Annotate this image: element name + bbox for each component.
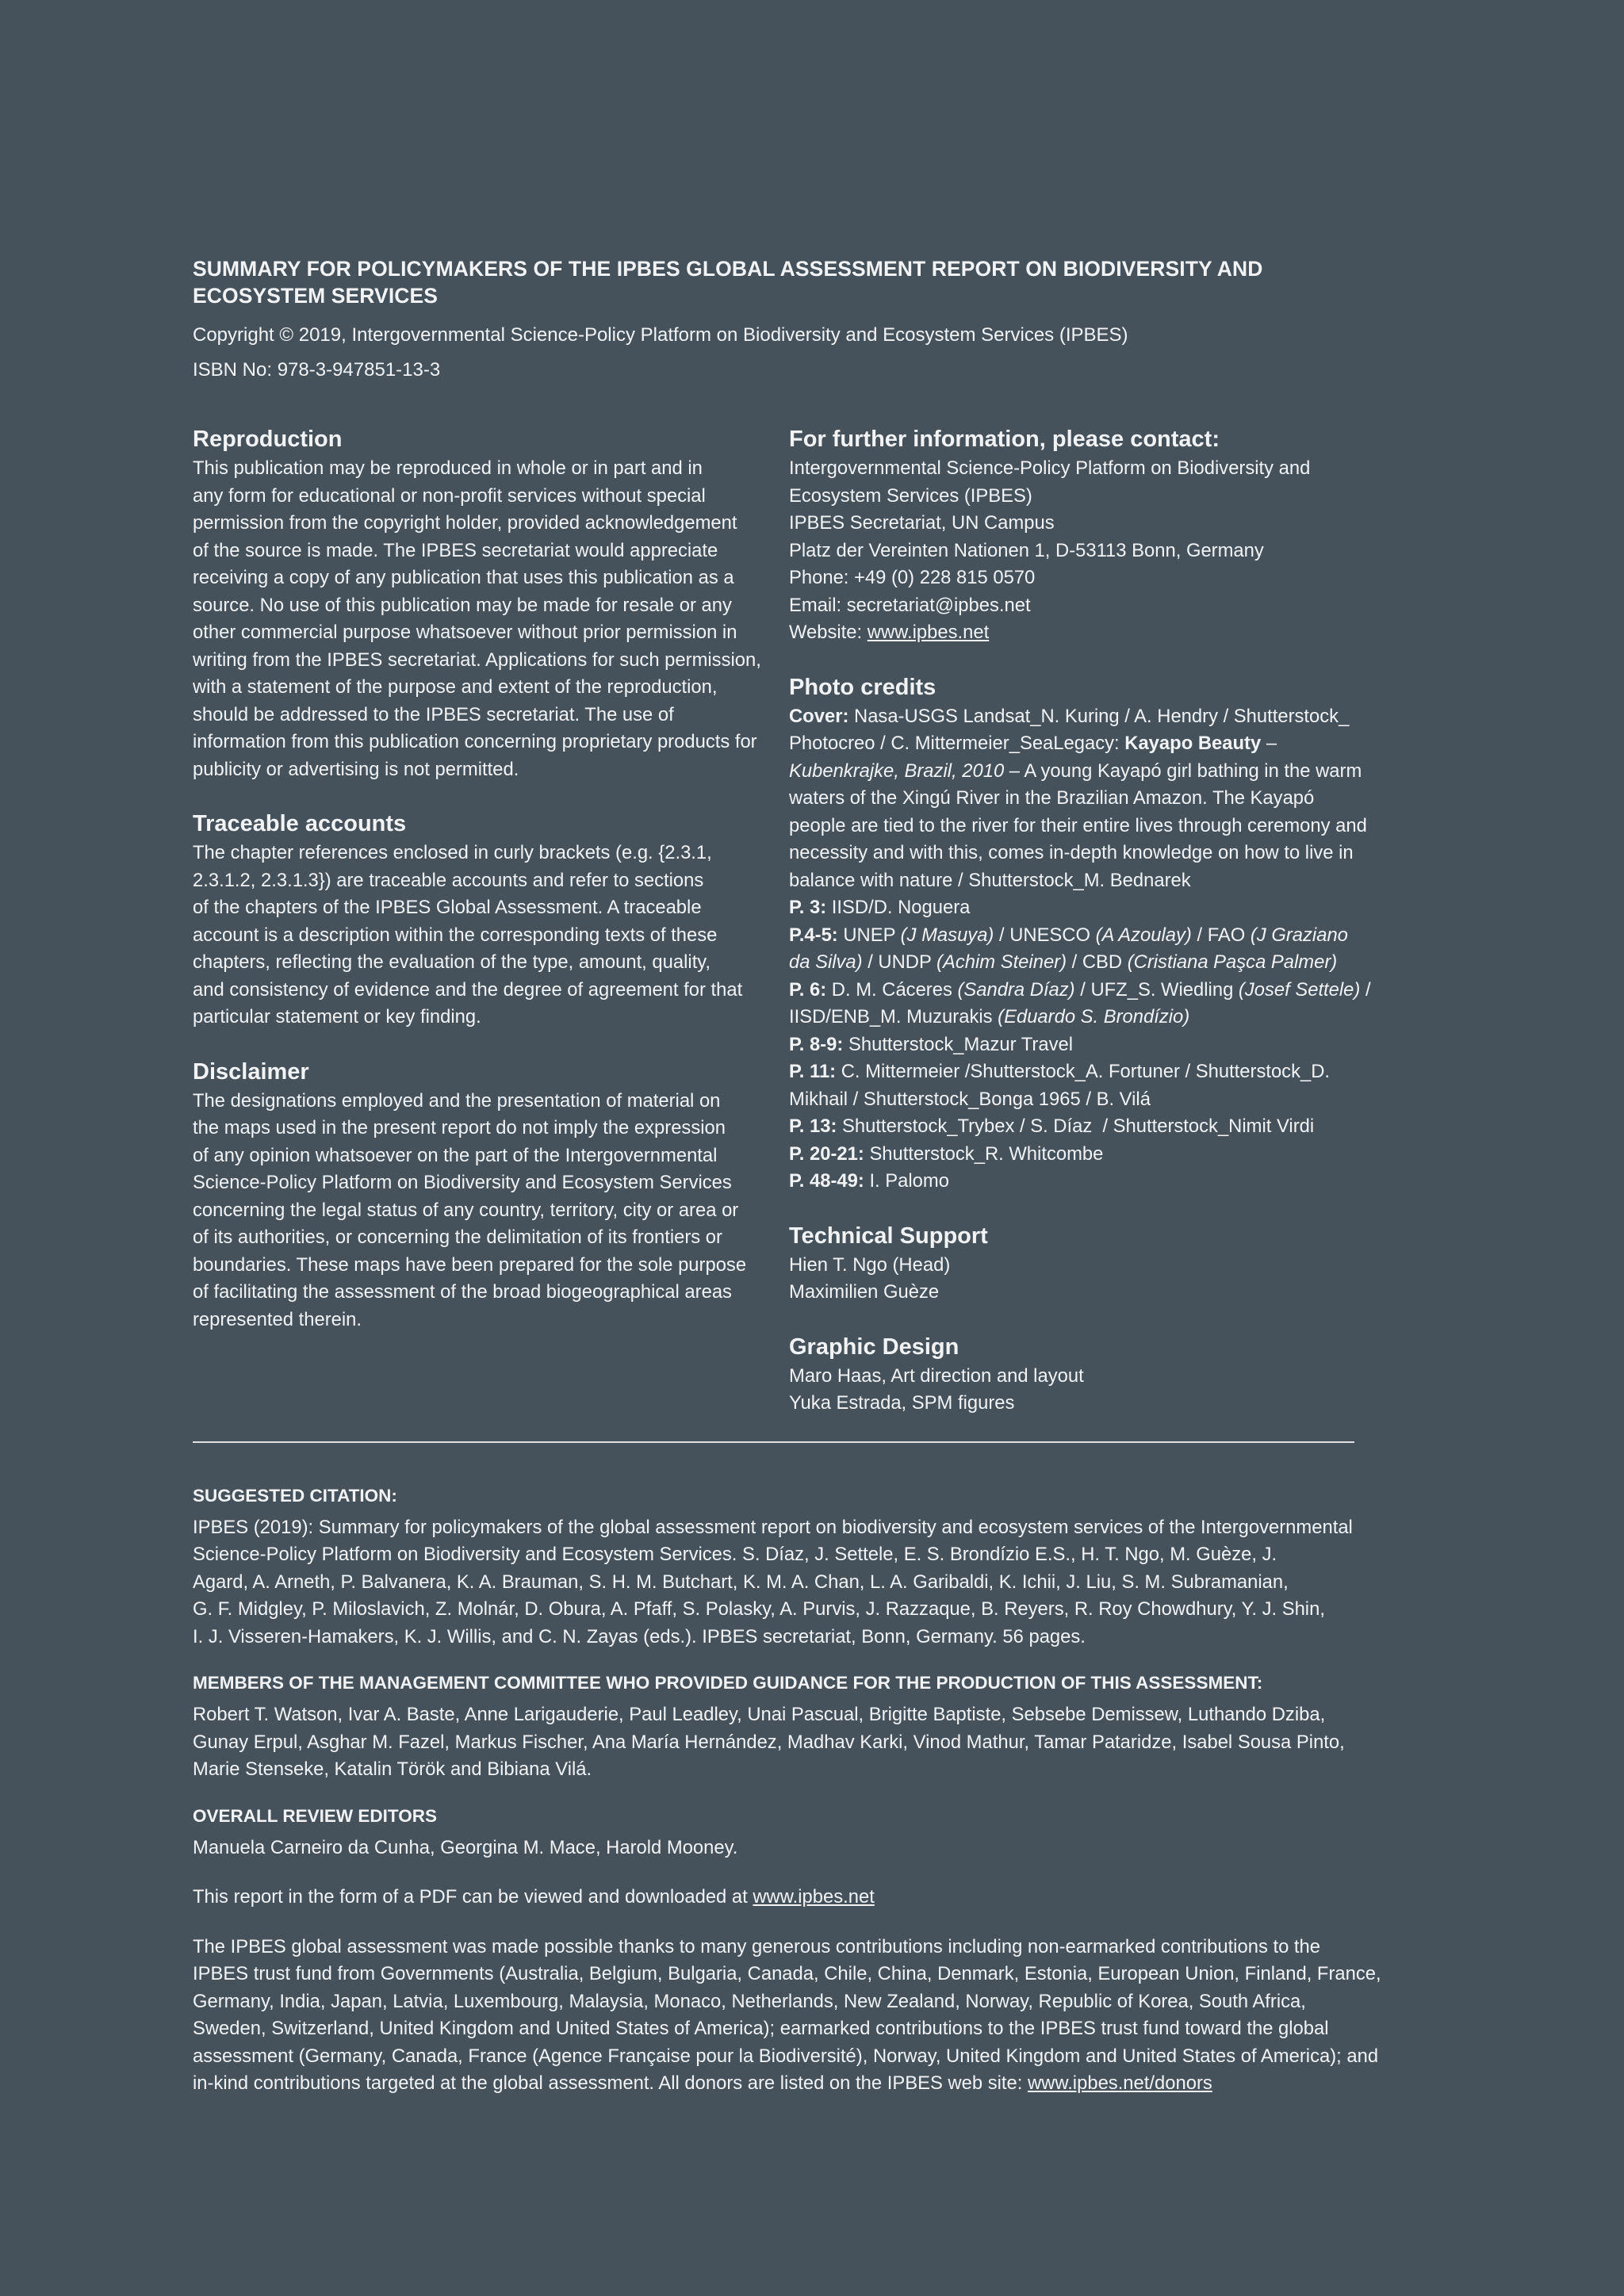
text-line: receiving a copy of any publication that uses this publication as a	[193, 567, 734, 588]
contact-section	[789, 425, 1354, 647]
designer-name: Maro Haas, Art direction and layout	[789, 1364, 1084, 1387]
pdf-note-text	[193, 1884, 1354, 1911]
review-editors-text	[193, 1835, 1354, 1862]
credit-text: IISD/ENB_M. Muzurakis	[789, 1006, 998, 1027]
text-line: concerning the legal status of any country, territory, city or area or	[193, 1199, 739, 1221]
credit-text: IISD/D. Noguera	[826, 897, 971, 918]
contact-org: Ecosystem Services (IPBES)	[789, 484, 1032, 507]
credit-text: – A young Kayapó girl bathing in the warm	[1004, 760, 1362, 782]
text-line: assessment (Germany, Canada, France (Agence Française pour la Biodiversité), Norway, United Kingdom and United States of America); and	[193, 2045, 1379, 2067]
funding-text	[193, 1934, 1381, 2098]
text-line: information from this publication concerning proprietary products for	[193, 731, 757, 752]
management-committee-names	[193, 1701, 1354, 1784]
credit-p4-5-cont	[789, 949, 1354, 977]
graphic-design-section	[789, 1333, 1354, 1418]
credit-p13	[789, 1113, 1354, 1141]
text-line: of the chapters of the IPBES Global Assessment. A traceable	[193, 897, 702, 918]
credit-person: (A Azoulay)	[1095, 924, 1192, 946]
credit-person: (J Graziano	[1250, 924, 1348, 946]
credit-cover	[789, 703, 1354, 731]
text-line: of facilitating the assessment of the broad biogeographical areas	[193, 1281, 732, 1303]
management-committee-heading: MEMBERS OF THE MANAGEMENT COMMITTEE WHO PROVIDED GUIDANCE FOR THE PRODUCTION OF THIS ASSESSMENT:	[193, 1673, 1263, 1693]
text-line: Agard, A. Arneth, P. Balvanera, K. A. Brauman, S. H. M. Butchart, K. M. A. Chan, L. A. Garibaldi, K. Ichii, J. Liu, S. M. Subramanian,	[193, 1571, 1289, 1593]
credit-text: Shutterstock_Trybex / S. Díaz / Shutterstock_Nimit Virdi	[837, 1115, 1315, 1137]
technical-support-heading: Technical Support	[789, 1223, 988, 1249]
text-line: The chapter references enclosed in curly brackets (e.g. {2.3.1,	[193, 842, 712, 863]
disclaimer-section	[193, 1058, 760, 1334]
credit-text: / UFZ_S. Wiedling	[1074, 978, 1239, 1001]
reproduction-text	[193, 455, 760, 783]
credit-text: people are tied to the river for their entire lives through ceremony and	[789, 814, 1367, 836]
text-line: Robert T. Watson, Ivar A. Baste, Anne Larigauderie, Paul Leadley, Unai Pascual, Brigitte Baptiste, Sebsebe Demissew, Luthando Dziba,	[193, 1704, 1326, 1725]
text-line: G. F. Midgley, P. Miloslavich, Z. Molnár, D. Obura, A. Pfaff, S. Polasky, A. Purvis, J. Razzaque, B. Reyers, R. Roy Chowdhury, Y. J. Shin,	[193, 1598, 1325, 1620]
credit-text: Mikhail / Shutterstock_Bonga 1965 / B. Vilá	[789, 1088, 1151, 1110]
text-line: account is a description within the corresponding texts of these	[193, 924, 718, 946]
staff-name: Maximilien Guèze	[789, 1281, 940, 1303]
text-line: This publication may be reproduced in whole or in part and in	[193, 457, 703, 479]
text-line: Sweden, Switzerland, United Kingdom and United States of America); earmarked contributions to the IPBES trust fund toward the global	[193, 2018, 1329, 2039]
credit-label: P. 13:	[789, 1115, 837, 1137]
credit-text: UNEP	[837, 924, 901, 946]
credit-text: waters of the Xingú River in the Brazilian Amazon. The Kayapó	[789, 787, 1315, 809]
disclaimer-text	[193, 1088, 760, 1334]
text-line: any form for educational or non-profit services without special	[193, 484, 706, 507]
funding-acknowledgement	[193, 1934, 1381, 2098]
text-line: source. No use of this publication may be made for resale or any	[193, 594, 732, 616]
traceable-accounts-heading: Traceable accounts	[193, 811, 407, 836]
photo-credits-text	[789, 703, 1371, 1196]
website-link[interactable]: www.ipbes.net	[867, 622, 990, 643]
contact-address: Platz der Vereinten Nationen 1, D-53113 Bonn, Germany	[789, 539, 1264, 561]
credit-person: (Achim Steiner)	[936, 951, 1067, 973]
text-line: The designations employed and the presentation of material on	[193, 1089, 721, 1112]
text-line: 2.3.1.2, 2.3.1.3}) are traceable accounts and refer to sections	[193, 869, 704, 891]
credit-p8-9	[789, 1031, 1354, 1059]
credit-text: D. M. Cáceres	[826, 978, 958, 1001]
credit-label: P. 6:	[789, 978, 827, 1001]
two-column-section	[193, 425, 1371, 1418]
right-column	[789, 425, 1371, 1418]
reproduction-heading: Reproduction	[193, 427, 343, 452]
funding-last-text: in-kind contributions targeted at the global assessment. All donors are listed on the IPBES web site:	[193, 2072, 1028, 2094]
donors-link[interactable]: www.ipbes.net/donors	[1027, 2072, 1212, 2094]
traceable-accounts-text	[193, 840, 760, 1031]
graphic-design-list	[789, 1363, 1354, 1418]
text-line: Gunay Erpul, Asghar M. Fazel, Markus Fischer, Ana María Hernández, Madhav Karki, Vinod Mathur, Tamar Pataridze, Isabel Sousa Pinto,	[193, 1731, 1345, 1753]
credit-p6	[789, 977, 1371, 1004]
text-line: of its authorities, or concerning the delimitation of its frontiers or	[193, 1226, 722, 1248]
photo-credits-section	[789, 673, 1371, 1196]
report-title	[193, 255, 1354, 309]
credit-text: I. Palomo	[864, 1170, 949, 1192]
staff-name: Hien T. Ngo (Head)	[789, 1253, 951, 1276]
credit-label: P. 20-21:	[789, 1142, 864, 1165]
text-line: Science-Policy Platform on Biodiversity and Ecosystem Services	[193, 1172, 732, 1193]
text-line: boundaries. These maps have been prepared for the sole purpose	[193, 1253, 747, 1276]
text-line: should be addressed to the IPBES secretariat. The use of	[193, 703, 674, 725]
report-title-line: ECOSYSTEM SERVICES	[193, 284, 439, 308]
credit-person: (Eduardo S. Brondízio)	[998, 1006, 1190, 1027]
text-line: with a statement of the purpose and extent of the reproduction,	[193, 676, 718, 698]
credit-p3	[789, 894, 1354, 922]
text-line: Germany, India, Japan, Latvia, Luxembourg, Malaysia, Monaco, Netherlands, New Zealand, Norway, Republic of Korea, South Africa,	[193, 1990, 1306, 2012]
contact-secretariat: IPBES Secretariat, UN Campus	[789, 512, 1055, 534]
text-line: of the source is made. The IPBES secretariat would appreciate	[193, 539, 718, 561]
pdf-download-link[interactable]: www.ipbes.net	[753, 1886, 875, 1908]
credit-p48-49	[789, 1168, 1354, 1196]
traceable-accounts-section	[193, 809, 760, 1031]
credit-cover-cont	[789, 758, 1362, 786]
contact-website	[789, 619, 1354, 647]
colophon-page	[193, 255, 1381, 2118]
text-line: IPBES (2019): Summary for policymakers of the global assessment report on biodiversity and ecosystem services of the Intergovernmental	[193, 1516, 1353, 1538]
credit-label: Cover:	[789, 705, 849, 727]
review-editors-names: Manuela Carneiro da Cunha, Georgina M. Mace, Harold Mooney.	[193, 1836, 738, 1858]
text-line: particular statement or key finding.	[193, 1006, 481, 1027]
text-line: represented therein.	[193, 1308, 362, 1330]
credit-text: balance with nature / Shutterstock_M. Bednarek	[789, 869, 1191, 891]
contact-heading: For further information, please contact:	[789, 427, 1220, 452]
contact-details	[789, 455, 1354, 647]
text-line: The IPBES global assessment was made possible thanks to many generous contributions including non-earmarked contributions to the	[193, 1935, 1320, 1957]
credit-label: P. 48-49:	[789, 1170, 864, 1192]
photo-credits-heading: Photo credits	[789, 674, 936, 700]
credit-label: P. 3:	[789, 897, 827, 918]
credit-person: (Sandra Díaz)	[957, 978, 1075, 1001]
credit-text: C. Mittermeier /Shutterstock_A. Fortuner / Shutterstock_D.	[836, 1061, 1331, 1082]
contact-email: Email: secretariat@ipbes.net	[789, 594, 1031, 616]
text-line: chapters, reflecting the evaluation of the type, amount, quality,	[193, 951, 711, 973]
credit-person: da Silva)	[789, 951, 863, 973]
credit-p20-21	[789, 1141, 1354, 1169]
text-line: Science-Policy Platform on Biodiversity and Ecosystem Services. S. Díaz, J. Settele, E. S. Brondízio E.S., H. T. Ngo, M. Guèze, J.	[193, 1544, 1277, 1565]
technical-support-section	[789, 1222, 1354, 1307]
credit-text: necessity and with this, comes in-depth knowledge on how to live in	[789, 842, 1354, 863]
text-line: the maps used in the present report do not imply the expression	[193, 1117, 726, 1138]
credit-person: (J Masuya)	[900, 924, 994, 946]
isbn-number: ISBN No: 978-3-947851-13-3	[193, 359, 441, 381]
credit-text: / UNDP	[862, 951, 937, 973]
credit-text: / FAO	[1191, 924, 1251, 946]
credit-text: Photocreo / C. Mittermeier_SeaLegacy:	[789, 733, 1125, 754]
citation-section	[193, 1484, 1354, 1651]
credit-photo-title: Kayapo Beauty	[1124, 733, 1262, 754]
designer-name: Yuka Estrada, SPM figures	[789, 1392, 1015, 1414]
credit-text: / UNESCO	[994, 924, 1096, 946]
credit-person: (Josef Settele)	[1238, 978, 1361, 1001]
text-line: Marie Stenseke, Katalin Török and Bibiana Vilá.	[193, 1758, 592, 1780]
technical-support-list	[789, 1252, 1354, 1307]
credit-label: P. 11:	[789, 1061, 837, 1082]
disclaimer-heading: Disclaimer	[193, 1058, 309, 1085]
pdf-note	[193, 1884, 1354, 1911]
management-committee-section	[193, 1671, 1354, 1784]
credit-p11	[789, 1058, 1354, 1086]
text-line: permission from the copyright holder, provided acknowledgement	[193, 512, 737, 534]
section-divider	[193, 1441, 1354, 1443]
text-line: writing from the IPBES secretariat. Applications for such permission,	[193, 649, 761, 671]
website-label: Website:	[789, 622, 868, 643]
credit-text: –	[1261, 733, 1277, 754]
text-line: publicity or advertising is not permitted.	[193, 758, 519, 780]
graphic-design-heading: Graphic Design	[789, 1334, 959, 1360]
text-line: of any opinion whatsoever on the part of the Intergovernmental	[193, 1144, 718, 1166]
report-title-line: SUMMARY FOR POLICYMAKERS OF THE IPBES GLOBAL ASSESSMENT REPORT ON BIODIVERSITY AND	[193, 257, 1263, 281]
pdf-note-label: This report in the form of a PDF can be viewed and downloaded at	[193, 1886, 753, 1908]
credit-label: P. 8-9:	[789, 1033, 844, 1055]
credit-label: P.4-5:	[789, 924, 838, 946]
text-line: other commercial purpose whatsoever without prior permission in	[193, 622, 737, 643]
credit-p6-cont	[789, 1004, 1354, 1031]
credit-text: /	[1360, 978, 1371, 1001]
text-line	[193, 2070, 1354, 2098]
credit-text: Shutterstock_R. Whitcombe	[864, 1142, 1104, 1165]
citation-heading: SUGGESTED CITATION:	[193, 1485, 397, 1506]
review-editors-section	[193, 1804, 1354, 1862]
citation-text	[193, 1514, 1354, 1651]
copyright-notice: Copyright © 2019, Intergovernmental Science-Policy Platform on Biodiversity and Ecosystem Services (IPBES)	[193, 324, 1128, 346]
credit-person: (Cristiana Paşca Palmer)	[1127, 951, 1338, 973]
credit-p4-5	[789, 922, 1354, 950]
text-line: and consistency of evidence and the degree of agreement for that	[193, 978, 743, 1001]
credit-cover-cont	[789, 730, 1354, 758]
review-editors-heading: OVERALL REVIEW EDITORS	[193, 1805, 437, 1826]
credit-text: / CBD	[1067, 951, 1128, 973]
text-line: I. J. Visseren-Hamakers, K. J. Willis, and C. N. Zayas (eds.). IPBES secretariat, Bonn, Germany. 56 pages.	[193, 1625, 1086, 1647]
reproduction-section	[193, 425, 760, 783]
contact-phone: Phone: +49 (0) 228 815 0570	[789, 567, 1036, 588]
text-line: IPBES trust fund from Governments (Australia, Belgium, Bulgaria, Canada, Chile, China, Denmark, Estonia, European Union, Finland, France,	[193, 1963, 1381, 1984]
credit-location: Kubenkrajke, Brazil, 2010	[789, 760, 1005, 782]
pdf-note-line	[193, 1884, 1354, 1911]
left-column	[193, 425, 760, 1418]
credit-text: Nasa-USGS Landsat_N. Kuring / A. Hendry / Shutterstock_	[848, 705, 1350, 727]
credit-text: Shutterstock_Mazur Travel	[843, 1033, 1074, 1055]
contact-org: Intergovernmental Science-Policy Platform on Biodiversity and	[789, 457, 1311, 479]
